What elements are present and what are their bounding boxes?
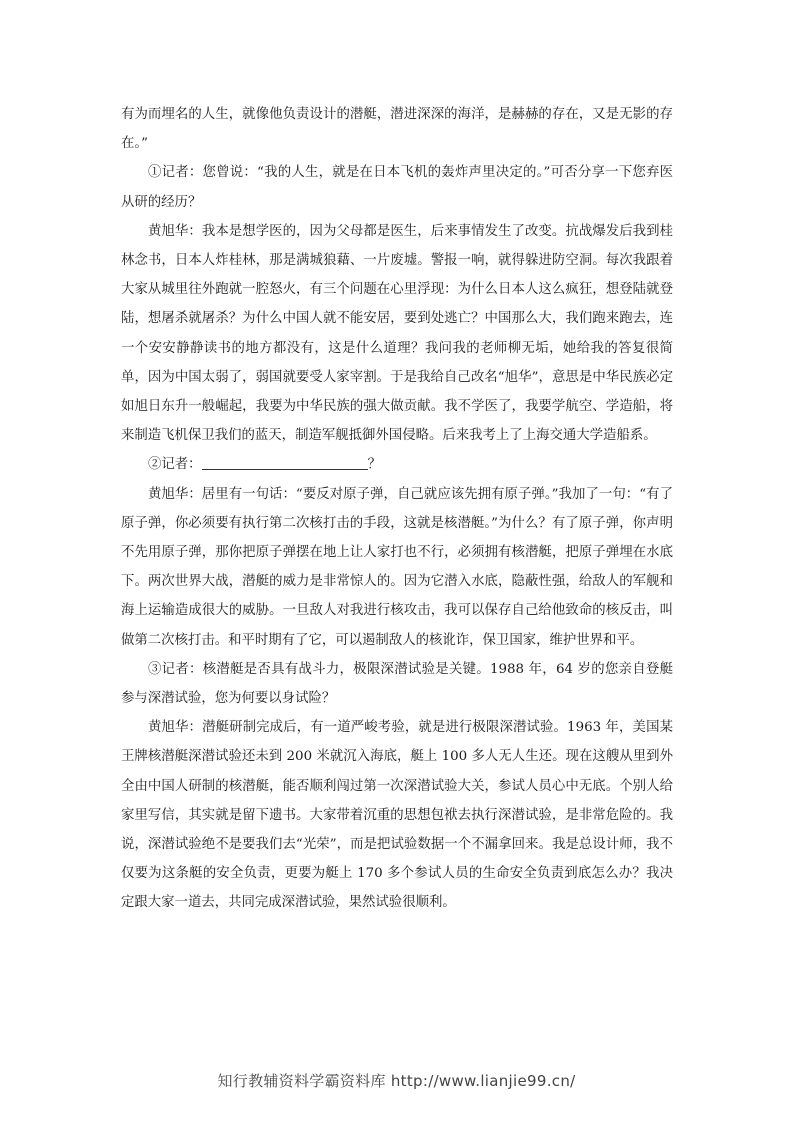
question-2-suffix: ？: [367, 457, 381, 473]
document-body: [121, 100, 673, 918]
answer-blank-line[interactable]: [202, 455, 368, 470]
question-2: [121, 450, 673, 479]
question-3: ③记者：核潜艇是否具有战斗力，极限深潜试验是关键。1988 年，64 岁的您亲自登艇参与深潜试验，您为何要以身试险？: [121, 661, 673, 707]
question-2-prefix: ②记者：: [148, 457, 202, 473]
answer-1: 黄旭华：我本是想学医的，因为父母都是医生，后来事情发生了改变。抗战爆发后我到桂林念书，日本人炸桂林，那是满城狼藉、一片废墟。警报一响，就得躲进防空洞。每次我跟着大家从城里往外跑就一腔怒火，有三个问题在心里浮现：为什么日本人这么疯狂，想登陆就登陆，想屠杀就屠杀？为什么中国人就不能安居，要到处逃亡？中国那么大，我们跑来跑去，连一个安安静静读书的地方都没有，这是什么道理？我问我的老师柳无垢，她给我的答复很简单，因为中国太弱了，弱国就要受人家宰割。于是我给自己改名“旭华”，意思是中华民族必定如旭日东升一般崛起，我要为中华民族的强大做贡献。我不学医了，我要学航空、学造船，将来制造飞机保卫我们的蓝天，制造军舰抵御外国侵略。后来我考上了上海交通大学造船系。: [121, 223, 673, 444]
answer-3: 黄旭华：潜艇研制完成后，有一道严峻考验，就是进行极限深潜试验。1963 年，美国某王牌核潜艇深潜试验还未到 200 米就沉入海底，艇上 100 多人无人生还。现在这艘从里到外全由中国人研制的核潜艇，能否顺利闯过第一次深潜试验大关，参试人员心中无底。个别人给家里写信，其实就是留下遗书。大家带着沉重的思想包袱去执行深潜试验，是非常危险的。我说，深潜试验绝不是要我们去“光荣”，而是把试验数据一个不漏拿回来。我是总设计师，我不仅要为这条艇的安全负责，更要为艇上 170 多个参试人员的生命安全负责到底怎么办？我决定跟大家一道去，共同完成深潜试验，果然试验很顺利。: [121, 720, 673, 911]
paragraph-intro-continuation: 有为而埋名的人生，就像他负责设计的潜艇，潜进深深的海洋，是赫赫的存在，又是无影的存在。”: [121, 107, 673, 152]
answer-2: 黄旭华：居里有一句话：“要反对原子弹，自己就应该先拥有原子弹。”我加了一句：“有了原子弹，你必须要有执行第二次核打击的手段，这就是核潜艇。”为什么？有了原子弹，你声明不先用原子弹，那你把原子弹摆在地上让人家打也不行，必须拥有核潜艇，把原子弹埋在水底下。两次世界大战，潜艇的威力是非常惊人的。因为它潜入水底，隐蔽性强，给敌人的军舰和海上运输造成很大的威胁。一旦敌人对我进行核攻击，我可以保存自己给他致命的核反击，叫做第二次核打击。和平时期有了它，可以遏制敌人的核讹诈，保卫国家，维护世界和平。: [121, 486, 673, 648]
page-footer-watermark: 知行教辅资料学霸资料库 http://www.lianjie99.cn/: [217, 1072, 576, 1090]
question-1: ①记者：您曾说：“我的人生，就是在日本飞机的轰炸声里决定的。”可否分享一下您弃医从研的经历？: [121, 165, 673, 210]
